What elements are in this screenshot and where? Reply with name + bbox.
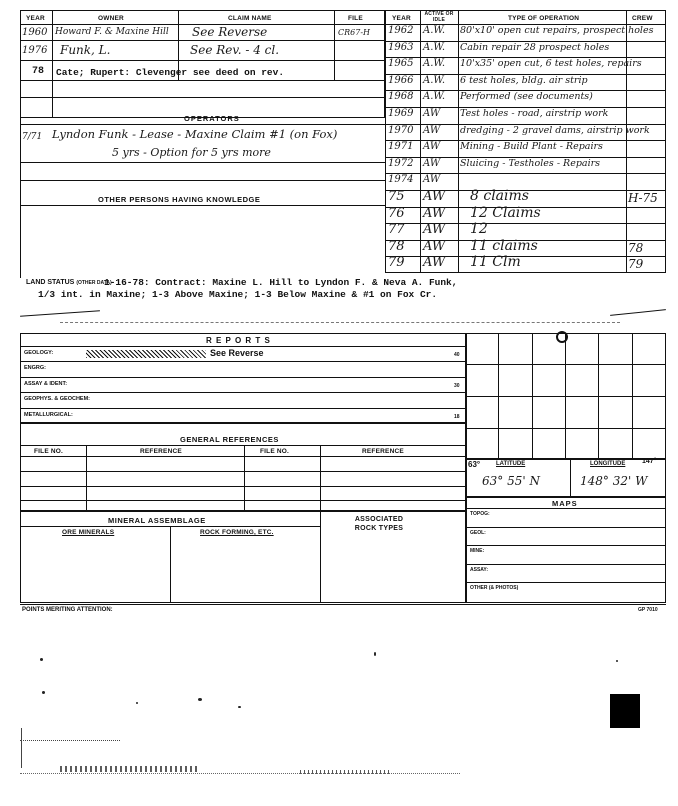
ops-year: 77 <box>388 222 405 238</box>
ops-status: A.W. <box>423 58 446 70</box>
report-line-number: 18 <box>454 413 460 420</box>
ops-type: Cabin repair 28 prospect holes <box>460 41 610 53</box>
report-value: See Reverse <box>210 348 264 358</box>
ops-year: 1968 <box>388 91 414 103</box>
ops-status: AW <box>423 157 441 169</box>
operator-text-2: 5 yrs - Option for 5 yrs more <box>112 146 271 159</box>
ops-year: 76 <box>388 205 405 221</box>
other-persons-title: OTHER PERSONS HAVING KNOWLEDGE <box>98 195 261 204</box>
lat-prefix: 63° <box>468 460 481 469</box>
claims-file-header: FILE <box>348 15 363 22</box>
ops-status: AW <box>423 108 441 119</box>
file-no-header: FILE NO. <box>34 448 64 455</box>
ops-year: 79 <box>388 255 405 271</box>
report-label: GEOPHYS. & GEOCHEM: <box>24 396 91 403</box>
ops-status: AW <box>423 174 441 186</box>
claim-year: 1976 <box>22 45 48 56</box>
claims-name-header: CLAIM NAME <box>228 15 272 22</box>
map-row-label: MINE: <box>470 548 485 554</box>
latitude-value: 63° 55' N <box>482 474 540 488</box>
ops-status: AW <box>423 238 446 254</box>
latitude-label: LATITUDE <box>496 461 526 467</box>
form-number: GP 7010 <box>638 607 658 613</box>
lon-prefix: 147° <box>642 458 657 465</box>
ops-type: 80'x10' open cut repairs, prospect holes <box>460 25 654 36</box>
ops-year: 1974 <box>388 174 414 186</box>
ops-type: Performed (see documents) <box>460 91 593 103</box>
ops-crew-header: CREW <box>632 15 653 22</box>
maps-title: MAPS <box>552 499 578 508</box>
ops-year: 1972 <box>388 157 414 169</box>
report-line-number: 40 <box>454 352 460 358</box>
ops-status: A.W. <box>423 41 446 53</box>
ops-type: 10'x35' open cut, 6 test holes, repairs <box>460 58 642 70</box>
claim-owner: Funk, L. <box>60 43 111 57</box>
ops-type-header: TYPE OF OPERATION <box>508 15 580 22</box>
map-row-label: ASSAY: <box>470 566 489 573</box>
ops-year: 1966 <box>388 74 414 86</box>
land-status-label: LAND STATUS <box>26 279 75 286</box>
ops-status: AW <box>423 189 446 204</box>
points-meriting-attention-label: POINTS MERITING ATTENTION: <box>22 607 113 613</box>
map-row-label: TOPOG: <box>470 511 490 517</box>
ops-year: 1965 <box>388 58 414 70</box>
ops-year: 75 <box>388 189 405 204</box>
ops-status: A.W. <box>423 74 446 86</box>
ops-type: dredging - 2 gravel dams, airstrip work <box>460 124 650 136</box>
ore-minerals-header: ORE MINERALS <box>62 529 115 536</box>
ops-type: 12 Claims <box>470 204 541 221</box>
ops-year: 1971 <box>388 141 414 153</box>
ops-type: 8 claims <box>470 188 529 204</box>
map-row-label: OTHER (& PHOTOS) <box>470 585 519 591</box>
ops-type: Sluicing - Testholes - Repairs <box>460 157 601 169</box>
ops-year: 1962 <box>388 25 414 36</box>
ops-year: 1970 <box>388 124 414 136</box>
claim-name: See Reverse <box>192 25 268 39</box>
file-no-header-2: FILE NO. <box>260 448 290 455</box>
reference-header: REFERENCE <box>140 448 182 455</box>
report-label: GEOLOGY: <box>24 350 54 356</box>
report-label: ASSAY & IDENT: <box>24 380 68 387</box>
operator-date: 7/71 <box>22 132 43 142</box>
claims-owner-header: OWNER <box>98 15 124 22</box>
ops-type: 11 claims <box>470 237 538 254</box>
crossed-out-text <box>86 350 206 358</box>
ops-type: 6 test holes, bldg. air strip <box>460 74 588 86</box>
land-status-line-2: 1/3 int. in Maxine; 1-3 Above Maxine; 1-3 Below Maxine & #1 on Fox Cr. <box>38 289 438 300</box>
report-label: ENGRG: <box>24 365 46 372</box>
ops-year-header: YEAR <box>392 15 411 22</box>
ops-status: AW <box>423 222 446 238</box>
ops-type: Test holes - road, airstrip work <box>460 108 609 119</box>
ops-year: 78 <box>388 238 405 254</box>
black-square <box>610 694 640 728</box>
marker-circle <box>556 331 568 343</box>
claims-year-header: YEAR <box>26 15 45 22</box>
rock-forming-header: ROCK FORMING, ETC. <box>200 529 274 536</box>
map-row-label: GEOL: <box>470 529 486 536</box>
claim-file: CR67-H <box>338 28 371 37</box>
ops-crew: 78 <box>628 240 644 255</box>
ops-status: AW <box>423 255 446 271</box>
ops-status: A.W. <box>423 91 446 103</box>
ops-active-header: ACTIVE OR IDLE <box>424 11 454 23</box>
reference-header-2: REFERENCE <box>362 448 404 455</box>
ops-status: AW <box>423 205 446 221</box>
report-label: METALLURGICAL: <box>24 411 73 418</box>
longitude-value: 148° 32' W <box>580 474 648 488</box>
scan-smudge <box>60 766 200 772</box>
claim-year: 78 <box>32 66 45 77</box>
general-references-title: GENERAL REFERENCES <box>180 435 279 444</box>
land-status-line-1: 1-16-78: Contract: Maxine L. Hill to Lyndon F. & Neva A. Funk, <box>104 277 458 288</box>
ops-type: 11 Clm <box>470 254 521 271</box>
ops-type: 12 <box>470 221 488 238</box>
ops-crew: H-75 <box>628 191 658 205</box>
claim-owner: Howard F. & Maxine Hill <box>55 27 169 37</box>
reports-title: R E P O R T S <box>206 336 271 345</box>
ops-year: 1969 <box>388 108 414 119</box>
ops-status: A.W. <box>423 25 446 36</box>
operator-text: Lyndon Funk - Lease - Maxine Claim #1 (on Fox) <box>52 127 338 141</box>
report-line-number: 30 <box>454 382 460 389</box>
ops-year: 1963 <box>388 41 414 53</box>
claim-year: 1960 <box>22 27 48 38</box>
ops-type: Mining - Build Plant - Repairs <box>460 141 603 153</box>
ops-status: AW <box>423 124 441 136</box>
claim-name: See Rev. - 4 cl. <box>190 43 280 57</box>
land-status-sub: (OTHER DATA) <box>76 280 112 286</box>
operators-title: OPERATORS <box>184 114 240 123</box>
scan-smudge-2 <box>300 770 390 774</box>
longitude-label: LONGITUDE <box>590 461 626 467</box>
claim-owner: Cate; Rupert: Clevenger see deed on rev. <box>56 67 285 78</box>
ops-crew: 79 <box>628 257 644 272</box>
ops-status: AW <box>423 141 441 153</box>
associated-rock-types-header: ASSOCIATED ROCK TYPES <box>354 516 404 532</box>
mineral-assemblage-title: MINERAL ASSEMBLAGE <box>108 516 206 525</box>
